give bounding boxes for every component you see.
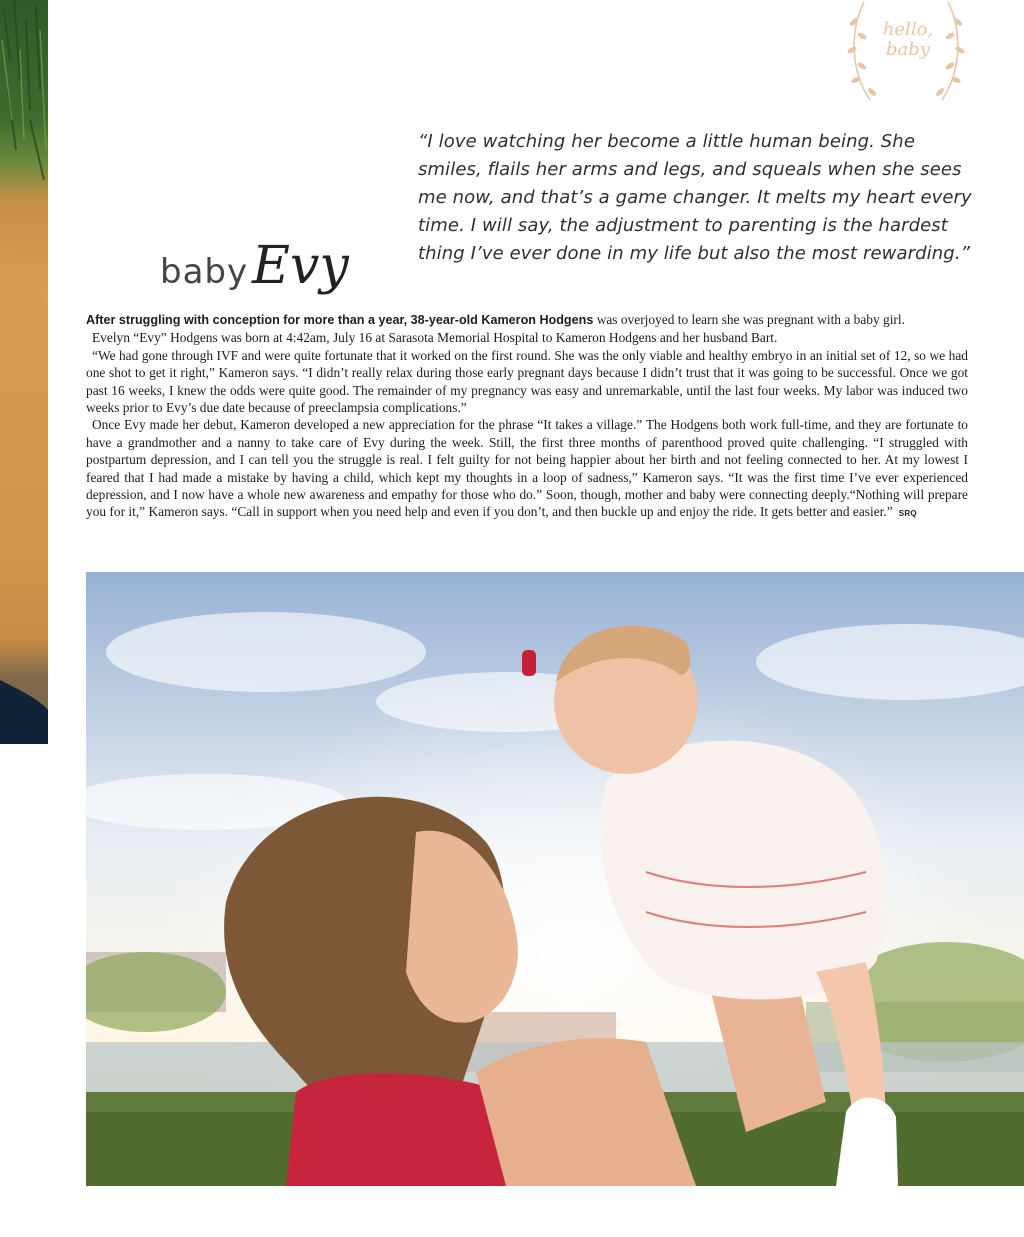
article-lead: After struggling with conception for more than a year, 38-year-old Kameron Hodgens (86, 313, 594, 327)
stamp-line-2: baby (886, 39, 930, 60)
article-title (160, 236, 380, 306)
pull-quote: “I love watching her become a little human being. She smiles, flails her arms and legs, and squeals when she sees me now, and that’s a game changer. It melts my heart every time. I will say, the adjustment to parenting is the hardest thing I’ve ever done in my life but also the most rewarding.” (418, 131, 972, 264)
article-paragraph-4-text: Once Evy made her debut, Kameron developed a new appreciation for the phrase “It takes a village.” The Hodgens both work full-time, and they are fortunate to have a grandmother and a nanny to take care of Evy during the week. Still, the first three months of parenthood proved quite challenging. “I struggled with postpartum depression, and I can tell you the struggle is real. I felt guilty for not being happier about her birth and not feeling connected to her. At my lowest I feared that I had made a mistake by having a child, which kept my thoughts in a loop of sadness,” Kameron says. “It was the first time I’ve ever experienced depression, and I now have a whole new awareness and empathy for those who do.” Soon, though, mother and baby were connecting deeply.“Nothing will prepare you for it,” Kameron says. “Call in support when you need help and even if you don’t, and then buckle up and enjoy the ride. It gets better and easier.” (86, 417, 968, 520)
hello-baby-stamp (840, 0, 972, 112)
article-paragraph-1 (86, 311, 968, 329)
mother-baby-photo (86, 572, 1024, 1186)
article-paragraph-3: “We had gone through IVF and were quite fortunate that it worked on the first round. She was the only viable and healthy embryo in an initial set of 12, so we had one shot to get it right,” Kameron says. “I didn’t really relax during those early pregnant days because I didn’t trust that it was going to be successful. Once we got past 16 weeks, I knew the odds were quite good. The remainder of my pregnancy was easy and unremarkable, until the last four weeks. My labor was induced two weeks prior to Evy’s due date because of preeclampsia complications.” (86, 347, 968, 416)
stamp-line-1: hello, (882, 19, 934, 40)
title-word-evy: Evy (252, 236, 349, 296)
article-body (86, 311, 968, 523)
left-cropped-photo (0, 0, 48, 744)
article-paragraph-4 (86, 416, 968, 522)
title-word-baby: baby (160, 252, 249, 292)
article-paragraph-2: Evelyn “Evy” Hodgens was born at 4:42am, July 16 at Sarasota Memorial Hospital to Kameron Hodgens and her husband Bart. (92, 330, 778, 346)
srq-endmark: SRQ (898, 509, 917, 519)
stamp-text (868, 20, 948, 60)
article-paragraph-1-rest: was overjoyed to learn she was pregnant with a baby girl. (593, 312, 905, 327)
